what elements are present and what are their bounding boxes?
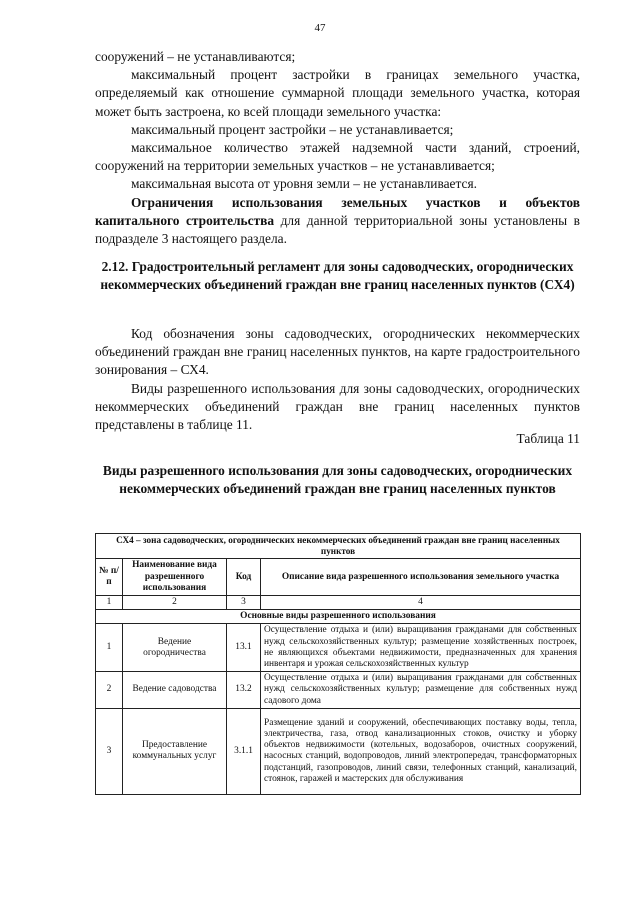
- row-name: Предоставление коммунальных услуг: [123, 708, 227, 794]
- section-row-main-uses: [96, 610, 581, 624]
- header-code: Код: [227, 559, 261, 596]
- row-name: Ведение садоводства: [123, 672, 227, 709]
- paragraph-permitted-uses: Виды разрешенного использования для зоны садоводческих, огороднических некоммерческих объединений граждан вне границ населенных пунктов представлены в таблице 11.: [95, 380, 580, 433]
- section-heading: 2.12. Градостроительный регламент для зоны садоводческих, огороднических некоммерческих объединений граждан вне границ населенных пунктов (СХ4): [100, 259, 575, 293]
- table-zone-header-row: [96, 534, 581, 559]
- row-code: 13.2: [227, 672, 261, 709]
- row-name: Ведение огородничества: [123, 624, 227, 672]
- regulation-text: [95, 48, 580, 248]
- column-number: 3: [227, 596, 261, 610]
- paragraph-structures: сооружений – не устанавливаются;: [95, 49, 296, 64]
- table-header-row: [96, 559, 581, 596]
- row-num: 2: [96, 672, 123, 709]
- header-num: № п/п: [96, 559, 123, 596]
- table-row: [96, 708, 581, 794]
- row-desc: Осуществление отдыха и (или) выращивания гражданами для собственных нужд сельскохозяйственных культур; размещение для собственных нужд садового дома: [261, 672, 581, 709]
- section-main-uses: Основные виды разрешенного использования: [96, 610, 581, 624]
- table-title: Виды разрешенного использования для зоны садоводческих, огороднических некоммерческих объединений граждан вне границ населенных пунктов: [102, 463, 573, 497]
- column-number: 4: [261, 596, 581, 610]
- paragraph-zone-code: Код обозначения зоны садоводческих, огороднических некоммерческих объединений граждан вне границ населенных пунктов, на карте градостроительного зонирования – СХ4.: [95, 326, 580, 378]
- paragraph-max-building-percent: максимальный процент застройки – не устанавливается;: [131, 121, 454, 137]
- column-number: 1: [96, 596, 123, 610]
- page-number: 47: [314, 22, 326, 34]
- restrictions-bold-text: Ограничения использования земельных участков и объектов капитального строительства: [95, 194, 580, 228]
- column-number-row: [96, 596, 581, 610]
- paragraph-restrictions: [95, 194, 580, 249]
- zone-header-cell: СХ4 – зона садоводческих, огороднических некоммерческих объединений граждан вне границ населенных пунктов: [96, 534, 581, 559]
- permitted-uses-table: [95, 533, 581, 795]
- row-desc: Осуществление отдыха и (или) выращивания гражданами для собственных нужд сельскохозяйственных культур; размещение хозяйственных построек, не являющихся объектами недвижимости, предназначенных для хранения инвентаря и урожая сельскохозяйственных культур: [261, 624, 581, 672]
- row-num: 1: [96, 624, 123, 672]
- row-code: 13.1: [227, 624, 261, 672]
- row-num: 3: [96, 708, 123, 794]
- header-name: Наименование вида разрешенного использования: [123, 559, 227, 596]
- table-row: [96, 624, 581, 672]
- header-desc: Описание вида разрешенного использования земельного участка: [261, 559, 581, 596]
- table-row: [96, 672, 581, 709]
- table-label: Таблица 11: [516, 431, 580, 446]
- row-desc: Размещение зданий и сооружений, обеспечивающих поставку воды, тепла, электричества, газа, отвод канализационных стоков, очистку и уборку объектов недвижимости (котельных, водозаборов, очистных сооружений, насосных станций, водопроводов, линий электропередач, трансформаторных подстанций, газопроводов, линий связи, телефонных станций, канализаций, стоянок, гаражей и мастерских для обслуживания: [261, 708, 581, 794]
- paragraph-max-building-percent-definition: максимальный процент застройки в границах земельного участка, определяемый как отношение суммарной площади земельного участка, которая может быть застроена, ко всей площади земельного участка:: [95, 67, 580, 119]
- column-number: 2: [123, 596, 227, 610]
- row-code: 3.1.1: [227, 708, 261, 794]
- paragraph-max-height: максимальная высота от уровня земли – не устанавливается.: [131, 176, 477, 192]
- restrictions-text: для данной территориальной зоны установлены в подразделе 3 настоящего раздела.: [95, 212, 581, 247]
- zone-description-text: [95, 325, 580, 434]
- paragraph-max-floors: максимальное количество этажей надземной части зданий, строений, сооружений на территории земельных участков – не устанавливается;: [95, 140, 580, 174]
